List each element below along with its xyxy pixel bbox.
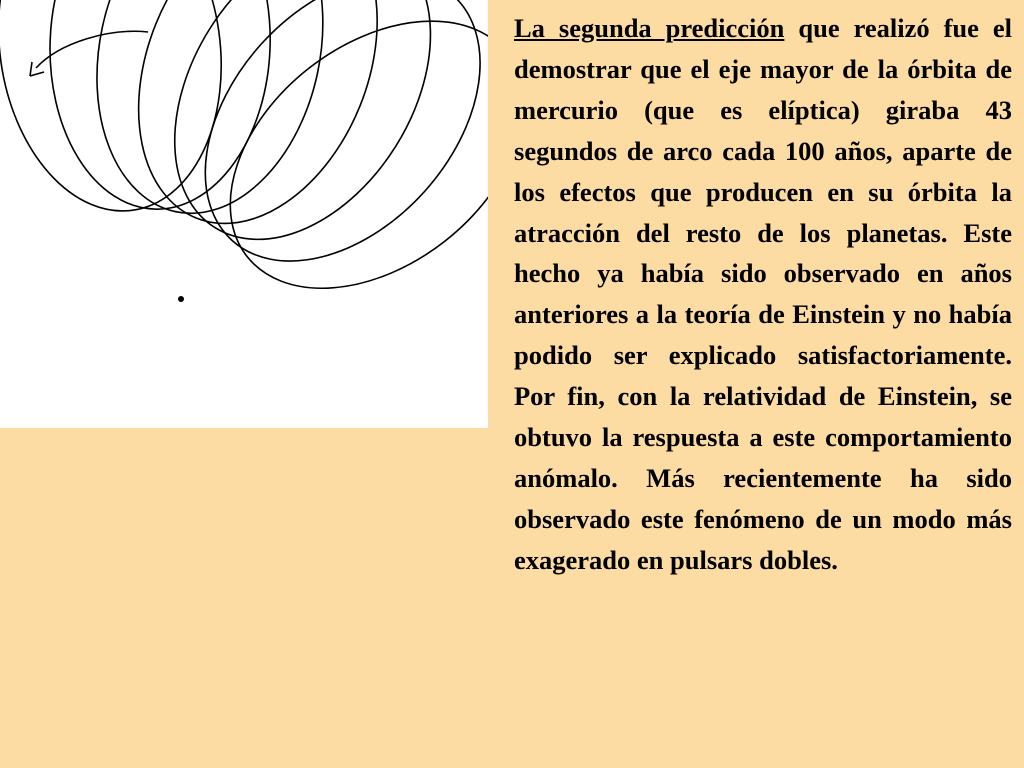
orbit-ellipse-icon — [68, 0, 352, 235]
sun-dot-icon — [178, 296, 184, 302]
orbit-ellipses — [0, 0, 488, 343]
slide-text — [514, 8, 1012, 581]
body-paragraph: que realizó fue el demostrar que el eje mayor de la órbita de mercurio (que es elíptica) giraba 43 segundos de arco cada 100 años, aparte de los efectos que producen en su órbita la atracción del resto de los planetas. Este hecho ya había sido observado en años anteriores a la teoría de Einstein y no había podido ser explicado satisfactoriamente. Por fin, con la relatividad de Einstein, se obtuvo la respuesta a este comportamiento anómalo. Más recientemente ha sido observado este fenómeno de un modo más exagerado en pulsars dobles. — [514, 13, 1012, 575]
orbit-ellipse-icon — [94, 0, 422, 259]
lead-heading: La segunda predicción — [514, 13, 785, 43]
orbit-ellipse-icon — [122, 0, 483, 286]
rotation-arrow-icon — [36, 31, 148, 68]
arrowhead-icon — [30, 62, 44, 76]
precessing-orbits-diagram — [0, 0, 488, 428]
orbit-ellipse-icon — [44, 0, 275, 213]
orbit-figure-panel — [0, 0, 488, 428]
